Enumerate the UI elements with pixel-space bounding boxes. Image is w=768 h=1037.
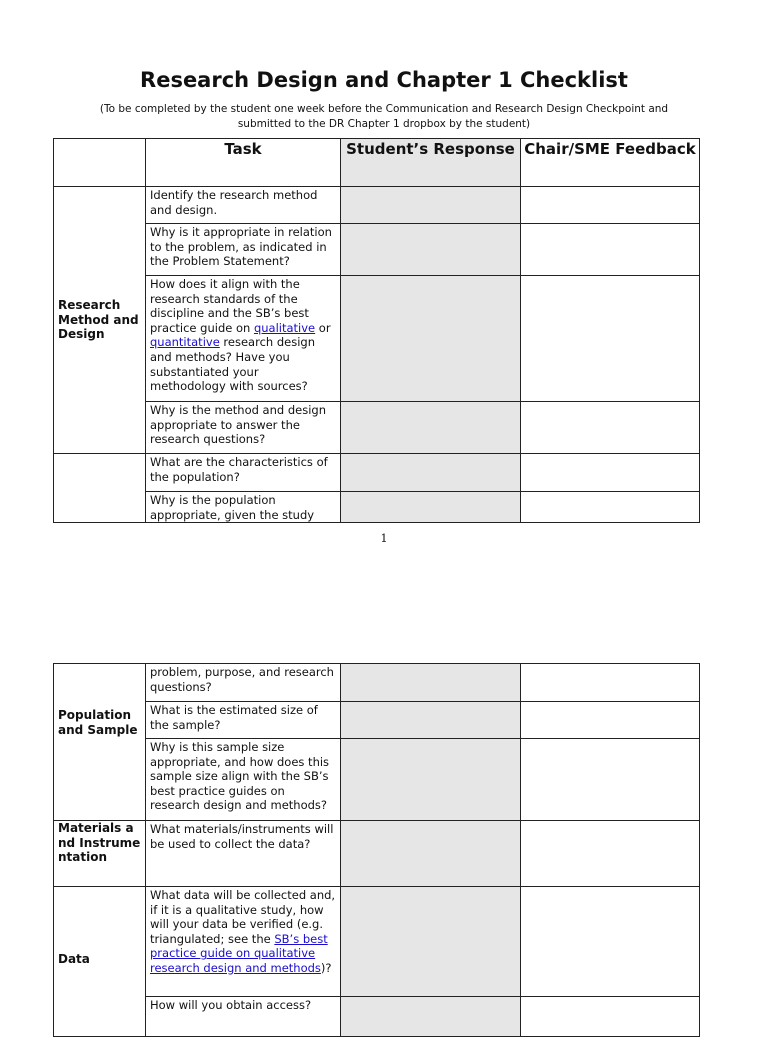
student-response-cell[interactable] xyxy=(341,997,521,1037)
student-response-cell[interactable] xyxy=(341,702,521,739)
checklist-table-page-2 xyxy=(53,663,700,1037)
task-cell: Identify the research method and design. xyxy=(146,187,341,224)
task-cell: Why is it appropriate in relation to the problem, as indicated in the Problem Statement? xyxy=(146,224,341,276)
checklist-table-page-1 xyxy=(53,138,700,523)
task-cell: What are the characteristics of the population? xyxy=(146,454,341,492)
chair-feedback-cell[interactable] xyxy=(521,664,700,702)
table-row xyxy=(54,887,700,997)
student-response-cell[interactable] xyxy=(341,454,521,492)
task-cell: Why is this sample size appropriate, and how does this sample size align with the SB’s best practice guides on research design and methods? xyxy=(146,739,341,821)
chair-feedback-cell[interactable] xyxy=(521,276,700,402)
task-cell: How will you obtain access? xyxy=(146,997,341,1037)
student-response-cell[interactable] xyxy=(341,276,521,402)
header-task: Task xyxy=(146,139,341,187)
table-row xyxy=(54,664,700,702)
section-data: Data xyxy=(54,887,146,1037)
student-response-cell[interactable] xyxy=(341,821,521,887)
header-chair-feedback: Chair/SME Feedback xyxy=(521,139,700,187)
task-cell: How does it align with the research standards of the discipline and the SB’s best practice guide on qualitative or quantitative research design and methods? Have you substantiated your methodology with sources? xyxy=(146,276,341,402)
chair-feedback-cell[interactable] xyxy=(521,997,700,1037)
header-student-response: Student’s Response xyxy=(341,139,521,187)
student-response-cell[interactable] xyxy=(341,739,521,821)
section-population-and-sample: Population and Sample xyxy=(54,664,146,821)
student-response-cell[interactable] xyxy=(341,664,521,702)
qualitative-guide-link[interactable]: qualitative xyxy=(253,320,316,335)
task-cell: What materials/instruments will be used to collect the data? xyxy=(146,821,341,887)
chair-feedback-cell[interactable] xyxy=(521,492,700,523)
table-row xyxy=(54,739,700,821)
section-empty-cell xyxy=(54,454,146,523)
table-row xyxy=(54,821,700,887)
table-row xyxy=(54,454,700,492)
student-response-cell[interactable] xyxy=(341,887,521,997)
table-row xyxy=(54,702,700,739)
chair-feedback-cell[interactable] xyxy=(521,887,700,997)
section-materials-and-instrumentation: Materials and Instrumentation xyxy=(54,821,146,887)
chair-feedback-cell[interactable] xyxy=(521,454,700,492)
qualitative-guide-link[interactable]: SB’s best practice guide on qualitative research design and methods xyxy=(150,931,328,975)
table-row xyxy=(54,402,700,454)
section-research-method-and-design: Research Method and Design xyxy=(54,187,146,454)
chair-feedback-cell[interactable] xyxy=(521,821,700,887)
chair-feedback-cell[interactable] xyxy=(521,702,700,739)
document-subtitle: (To be completed by the student one week before the Communication and Research Design Checkpoint and submitted to the DR Chapter 1 dropbox by the student) xyxy=(99,103,669,130)
table-row xyxy=(54,276,700,402)
page-number: 1 xyxy=(380,532,388,545)
student-response-cell[interactable] xyxy=(341,492,521,523)
table-row xyxy=(54,187,700,224)
task-cell: problem, purpose, and research questions? xyxy=(146,664,341,702)
header-section-cell xyxy=(54,139,146,187)
chair-feedback-cell[interactable] xyxy=(521,402,700,454)
chair-feedback-cell[interactable] xyxy=(521,187,700,224)
student-response-cell[interactable] xyxy=(341,402,521,454)
chair-feedback-cell[interactable] xyxy=(521,224,700,276)
task-cell: What is the estimated size of the sample? xyxy=(146,702,341,739)
document-title: Research Design and Chapter 1 Checklist xyxy=(140,68,628,92)
chair-feedback-cell[interactable] xyxy=(521,739,700,821)
table-row xyxy=(54,224,700,276)
student-response-cell[interactable] xyxy=(341,224,521,276)
task-cell: Why is the population appropriate, given the study xyxy=(146,492,341,523)
task-cell: Why is the method and design appropriate to answer the research questions? xyxy=(146,402,341,454)
student-response-cell[interactable] xyxy=(341,187,521,224)
table-row xyxy=(54,492,700,523)
table-row xyxy=(54,997,700,1037)
task-cell: What data will be collected and, if it is a qualitative study, how will your data be verified (e.g. triangulated; see the SB’s best practice guide on qualitative research design and methods)? xyxy=(146,887,341,997)
quantitative-guide-link[interactable]: quantitative xyxy=(150,335,220,350)
